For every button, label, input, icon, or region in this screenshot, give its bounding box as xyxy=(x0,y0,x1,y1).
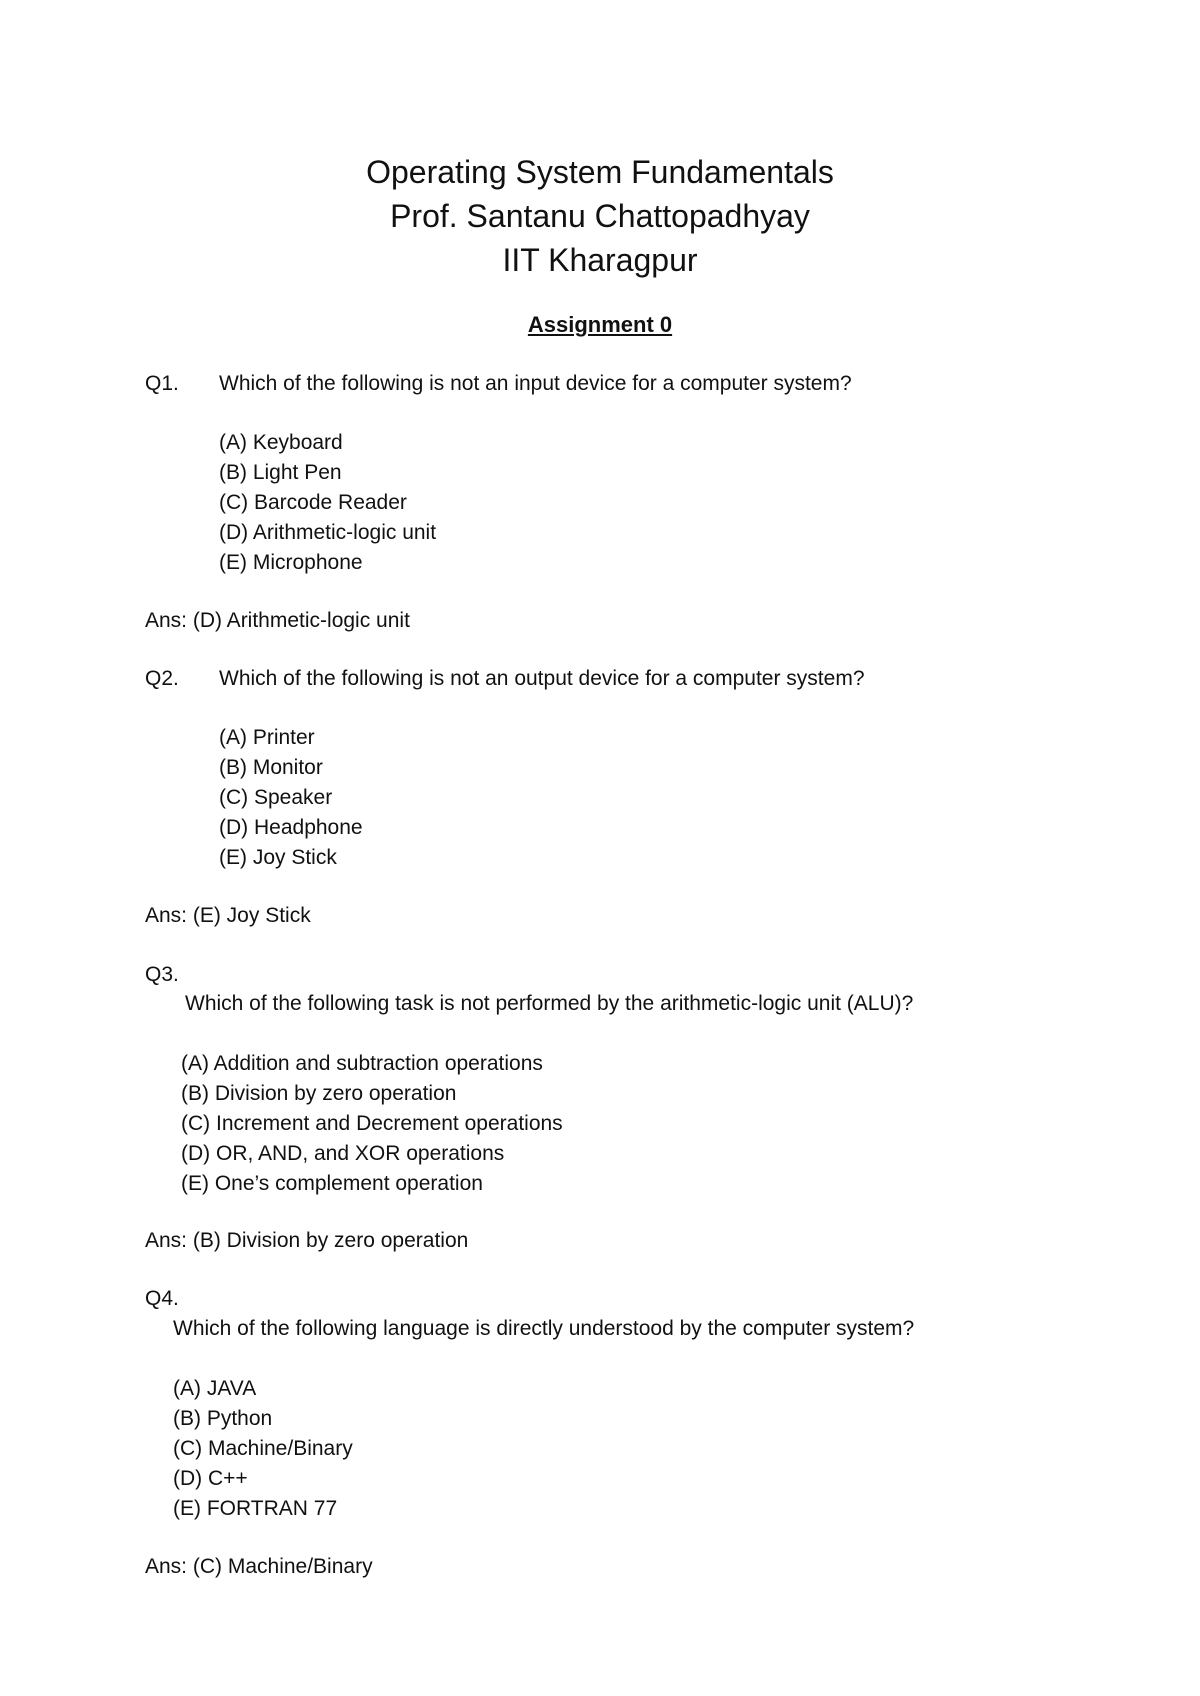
answer-text: Ans: (E) Joy Stick xyxy=(145,904,311,927)
option-e: (E) One’s complement operation xyxy=(181,1172,483,1195)
option-e: (E) Joy Stick xyxy=(219,846,337,869)
option-list xyxy=(219,428,436,578)
option-list xyxy=(219,723,363,873)
question-number: Q2. xyxy=(145,667,179,690)
option-d: (D) OR, AND, and XOR operations xyxy=(181,1142,505,1165)
answer-text: Ans: (B) Division by zero operation xyxy=(145,1229,469,1252)
institute-name: IIT Kharagpur xyxy=(502,242,698,278)
course-title: Operating System Fundamentals xyxy=(366,154,834,190)
professor-name: Prof. Santanu Chattopadhyay xyxy=(390,198,810,234)
option-d: (D) Arithmetic-logic unit xyxy=(219,521,437,544)
option-a: (A) Printer xyxy=(219,726,315,749)
option-a: (A) Addition and subtraction operations xyxy=(181,1052,543,1075)
option-b: (B) Monitor xyxy=(219,756,323,779)
question-text: Which of the following is not an input device for a computer system? xyxy=(219,372,852,395)
option-e: (E) FORTRAN 77 xyxy=(173,1497,338,1520)
option-c: (C) Increment and Decrement operations xyxy=(181,1112,563,1135)
option-c: (C) Barcode Reader xyxy=(219,491,407,514)
question-number: Q3. xyxy=(145,963,179,986)
answer-text: Ans: (C) Machine/Binary xyxy=(145,1555,373,1578)
option-e: (E) Microphone xyxy=(219,551,363,574)
question-text: Which of the following is not an output device for a computer system? xyxy=(219,667,865,690)
option-list xyxy=(173,1374,353,1524)
option-a: (A) Keyboard xyxy=(219,431,343,454)
answer-text: Ans: (D) Arithmetic-logic unit xyxy=(145,609,410,632)
document-header xyxy=(0,150,1200,282)
option-d: (D) Headphone xyxy=(219,816,363,839)
option-c: (C) Speaker xyxy=(219,786,333,809)
option-a: (A) JAVA xyxy=(173,1377,257,1400)
assignment-title: Assignment 0 xyxy=(527,312,673,337)
question-text: Which of the following language is directly understood by the computer system? xyxy=(173,1317,915,1340)
option-b: (B) Light Pen xyxy=(219,461,342,484)
question-number: Q1. xyxy=(145,372,179,395)
option-b: (B) Division by zero operation xyxy=(181,1082,457,1105)
question-number: Q4. xyxy=(145,1287,179,1310)
option-b: (B) Python xyxy=(173,1407,273,1430)
option-c: (C) Machine/Binary xyxy=(173,1437,353,1460)
question-text: Which of the following task is not performed by the arithmetic-logic unit (ALU)? xyxy=(185,992,914,1015)
option-d: (D) C++ xyxy=(173,1467,248,1490)
option-list xyxy=(181,1049,563,1199)
